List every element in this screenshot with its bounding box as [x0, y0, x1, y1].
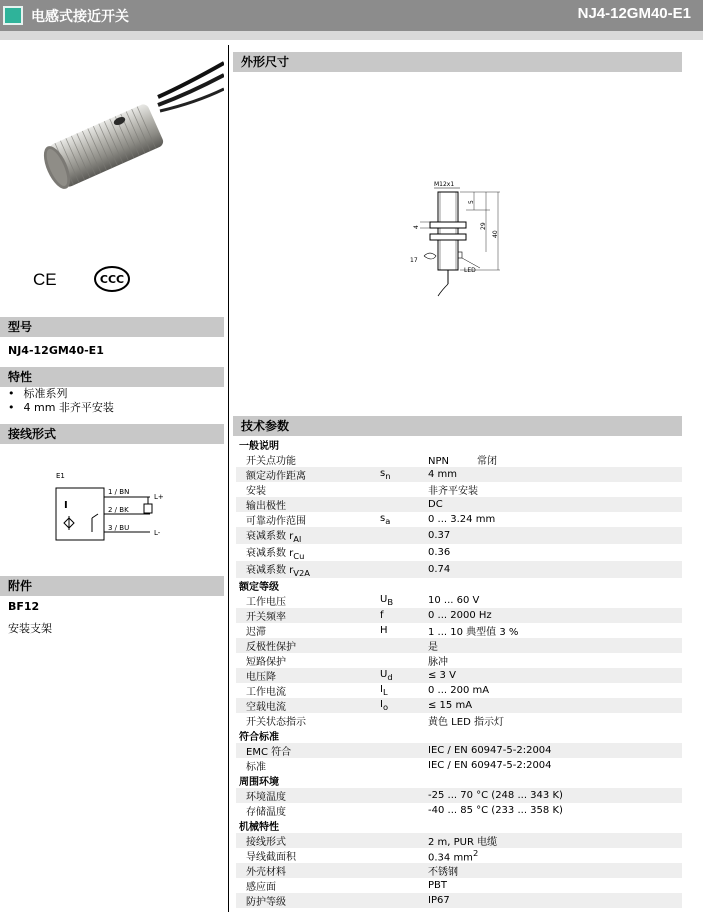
spec-row: [236, 467, 682, 482]
spec-symbol: [380, 758, 428, 773]
wiring-symbol: I: [64, 500, 68, 511]
spec-label: 开关状态指示: [246, 717, 306, 728]
spec-value: 10 ... 60 V: [428, 595, 480, 606]
spec-label: 空载电流: [236, 698, 380, 713]
spec-value: ≤ 15 mA: [428, 698, 682, 713]
spec-value: IEC / EN 60947-5-2:2004: [428, 760, 552, 771]
spec-label: 外壳材料: [236, 863, 380, 878]
spec-value: DC: [428, 497, 682, 512]
spec-label: 额定动作距离: [236, 467, 380, 482]
spec-row: [236, 893, 682, 908]
spec-symbol: [380, 848, 428, 863]
spec-row: [236, 758, 682, 773]
spec-group-title-text: 一般说明: [239, 441, 279, 452]
spec-symbol: [380, 527, 428, 544]
spec-symbol: [380, 833, 428, 848]
spec-label: 导线截面积: [246, 852, 296, 864]
spec-symbol: [380, 653, 428, 668]
spec-label: EMC 符合: [236, 743, 380, 758]
spec-row: [236, 544, 682, 561]
spec-label: 反极性保护: [236, 638, 380, 653]
spec-value: NPN 常闭: [428, 456, 497, 467]
spec-label: 衰减系数 $r_{Al}$: [236, 527, 380, 544]
spec-group-title-text: 额定等级: [239, 582, 279, 593]
spec-label: 安装: [246, 486, 266, 497]
spec-value: PBT: [428, 880, 447, 892]
spec-symbol: $I_o$: [380, 698, 428, 713]
spec-row: [236, 668, 682, 683]
spec-label: 接线形式: [236, 833, 380, 848]
spec-value: -40 ... 85 °C (233 ... 358 K): [428, 805, 563, 816]
wiring-minus: L-: [154, 529, 161, 537]
dim-29: 29: [480, 222, 487, 230]
dim-5: 5: [468, 200, 475, 204]
spec-label: 迟滞: [246, 627, 266, 638]
dimensions-section-header: 外形尺寸: [233, 52, 682, 72]
spec-label: 标准: [246, 762, 266, 773]
wiring-pin2: 2 / BK: [108, 506, 129, 514]
spec-row: [236, 863, 682, 878]
spec-row: [236, 803, 682, 818]
thread-label: M12x1: [434, 181, 455, 188]
spec-symbol: f: [380, 608, 428, 623]
spec-section-header: 技术参数: [233, 416, 682, 436]
spec-group-title-text: 机械特性: [239, 822, 279, 833]
spec-row: [236, 848, 682, 863]
spec-label: 输出极性: [236, 497, 380, 512]
spec-label: 可靠动作范围: [246, 516, 306, 527]
spec-label: 电压降: [236, 668, 380, 683]
spec-symbol: [380, 497, 428, 512]
spec-value: 1 ... 10 典型值 3 %: [428, 627, 519, 638]
spec-value: 脉冲: [428, 657, 448, 668]
spec-row: [236, 743, 682, 758]
ccc-mark-icon: [93, 265, 131, 293]
spec-value: 非齐平安装: [428, 486, 478, 497]
spec-label: 工作电流: [246, 687, 286, 698]
spec-symbol: [380, 878, 428, 893]
spec-symbol: [380, 743, 428, 758]
spec-value: 2 m, PUR 电缆: [428, 833, 682, 848]
spec-value: -25 ... 70 °C (248 ... 343 K): [428, 788, 682, 803]
spec-group-title: [236, 773, 682, 788]
spec-row: [236, 698, 682, 713]
spec-label: 开关点功能: [246, 456, 296, 467]
spec-value: IP67: [428, 893, 682, 908]
spec-row: [236, 593, 682, 608]
product-photo: [0, 45, 224, 260]
spec-value: 不锈钢: [428, 863, 682, 878]
spec-label: 感应面: [246, 882, 276, 894]
spec-row: [236, 878, 682, 893]
spec-value: IEC / EN 60947-5-2:2004: [428, 743, 682, 758]
spec-symbol: $s_n$: [380, 467, 428, 482]
spec-symbol: $s_a$: [380, 513, 391, 526]
model-section-header: 型号: [0, 317, 224, 337]
spec-row: [236, 452, 682, 467]
spec-value: 0 ... 200 mA: [428, 685, 490, 696]
feature-item: • 4 mm 非齐平安装: [8, 401, 114, 415]
spec-row: [236, 482, 682, 497]
spec-value: 4 mm: [428, 467, 682, 482]
spec-group-title-text: 周围环境: [239, 777, 279, 788]
spec-value: 0 ... 3.24 mm: [428, 514, 496, 525]
spec-symbol: [380, 544, 428, 561]
spec-symbol: H: [380, 625, 388, 636]
spec-symbol: [380, 803, 428, 818]
dim-4: 4: [413, 225, 420, 229]
spec-row: [236, 833, 682, 848]
spec-label: 衰减系数 $r_{Cu}$: [246, 548, 305, 561]
model-value: NJ4-12GM40-E1: [8, 344, 104, 357]
spec-row: [236, 497, 682, 512]
dim-17: 17: [410, 257, 418, 264]
spec-value: 0.37: [428, 527, 682, 544]
spec-label: 短路保护: [246, 657, 286, 668]
spec-symbol: [380, 452, 428, 467]
spec-group-title: [236, 578, 682, 593]
spec-label: 存储温度: [246, 807, 286, 818]
features-section-header: 特性: [0, 367, 224, 387]
spec-symbol: [380, 638, 428, 653]
spec-label: 衰减系数 $r_{V2A}$: [236, 561, 380, 578]
wiring-pin3: 3 / BU: [108, 524, 130, 532]
spec-table: [236, 437, 682, 908]
column-divider: [228, 45, 229, 912]
wiring-diagram: [40, 468, 190, 548]
spec-row: [236, 683, 682, 698]
accessory-code: BF12: [8, 600, 40, 613]
spec-value: 是: [428, 638, 682, 653]
spec-value: 0.36: [428, 547, 451, 558]
spec-label: 防护等级: [236, 893, 380, 908]
wiring-section-header: 接线形式: [0, 424, 224, 444]
spec-label: 工作电压: [246, 597, 286, 608]
spec-symbol: [380, 788, 428, 803]
spec-symbol: $U_d$: [380, 668, 428, 683]
accessory-description: 安装支架: [8, 622, 52, 635]
spec-group-title: [236, 728, 682, 743]
spec-row: [236, 527, 682, 544]
features-list: [8, 387, 114, 415]
spec-value: 0.34 $mm^2$: [428, 848, 479, 864]
spec-row: [236, 561, 682, 578]
spec-symbol: $I_L$: [380, 684, 388, 697]
wiring-pin1: 1 / BN: [108, 488, 130, 496]
spec-symbol: [380, 713, 428, 728]
spec-row: [236, 623, 682, 638]
header-subbar: [0, 31, 703, 40]
dimension-drawing: [400, 172, 520, 297]
ce-mark-icon: CE: [33, 270, 57, 289]
spec-value: 0 ... 2000 Hz: [428, 608, 682, 623]
spec-group-title-text: 符合标准: [239, 732, 279, 743]
header-bar: [0, 0, 703, 31]
spec-label: 开关频率: [236, 608, 380, 623]
spec-value: ≤ 3 V: [428, 668, 682, 683]
spec-symbol: [380, 863, 428, 878]
document-title: 电感式接近开关: [31, 9, 129, 25]
spec-symbol: $U_B$: [380, 594, 394, 607]
feature-item: • 标准系列: [8, 387, 114, 401]
spec-row: [236, 638, 682, 653]
spec-label: 环境温度: [236, 788, 380, 803]
spec-symbol: [380, 561, 428, 578]
spec-symbol: [380, 482, 428, 497]
wiring-plus: L+: [154, 493, 164, 501]
spec-symbol: [380, 893, 428, 908]
dim-40: 40: [492, 230, 499, 238]
spec-group-title: [236, 437, 682, 452]
spec-row: [236, 788, 682, 803]
spec-row: [236, 608, 682, 623]
spec-value: 0.74: [428, 561, 682, 578]
brand-logo-icon: [3, 6, 23, 25]
led-label: LED: [464, 267, 476, 274]
spec-group-title: [236, 818, 682, 833]
spec-row: [236, 653, 682, 668]
document-model: NJ4-12GM40-E1: [577, 5, 691, 22]
svg-text:CCC: CCC: [99, 273, 125, 286]
spec-value: 黄色 LED 指示灯: [428, 717, 504, 728]
wiring-label: E1: [56, 472, 65, 480]
spec-row: [236, 713, 682, 728]
accessory-section-header: 附件: [0, 576, 224, 596]
spec-row: [236, 512, 682, 527]
